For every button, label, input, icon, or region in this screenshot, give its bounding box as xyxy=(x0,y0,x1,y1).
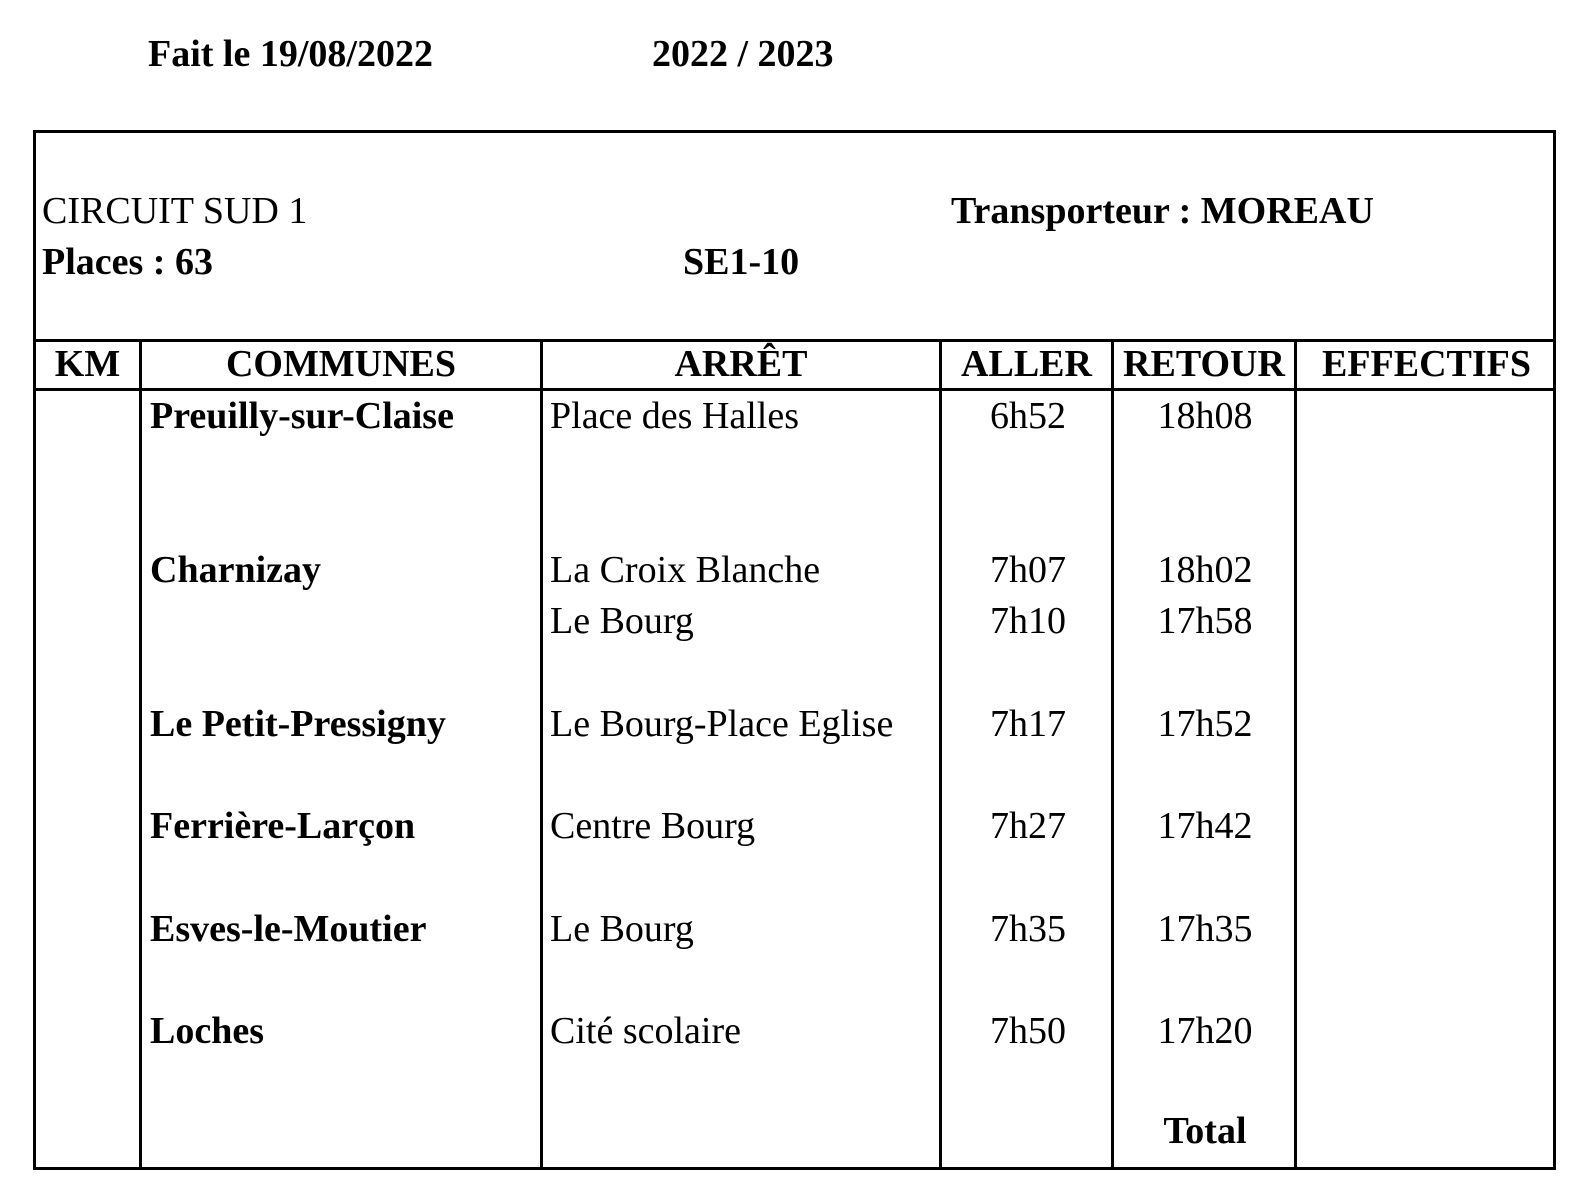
column-divider xyxy=(540,339,543,1170)
row-retour-time: 17h42 xyxy=(1157,805,1253,847)
places-count: Places : 63 xyxy=(42,241,213,283)
row-aller-time: 7h10 xyxy=(990,600,1066,642)
schedule-frame xyxy=(33,130,1556,1170)
circuit-name: CIRCUIT SUD 1 xyxy=(42,190,308,232)
row-retour-time: 17h58 xyxy=(1157,600,1253,642)
total-label: Total xyxy=(1163,1110,1247,1152)
row-commune: Esves-le-Moutier xyxy=(150,908,427,950)
document-date: Fait le 19/08/2022 xyxy=(148,33,433,75)
row-retour-time: 17h35 xyxy=(1157,908,1253,950)
row-aller-time: 6h52 xyxy=(990,395,1066,437)
header-row-divider xyxy=(36,388,1553,391)
row-retour-time: 18h08 xyxy=(1157,395,1253,437)
transporteur: Transporteur : MOREAU xyxy=(951,190,1374,232)
circuit-code: SE1-10 xyxy=(683,241,800,283)
column-header-km: KM xyxy=(54,343,121,385)
column-header-retour: RETOUR xyxy=(1123,343,1285,385)
row-aller-time: 7h17 xyxy=(990,703,1066,745)
row-stop: Cité scolaire xyxy=(550,1010,741,1052)
column-header-effectifs: EFFECTIFS xyxy=(1321,343,1532,385)
row-aller-time: 7h35 xyxy=(990,908,1066,950)
column-divider xyxy=(139,339,142,1170)
row-retour-time: 17h52 xyxy=(1157,703,1253,745)
row-stop: La Croix Blanche xyxy=(550,549,821,591)
row-commune: Loches xyxy=(150,1010,264,1052)
row-retour-time: 18h02 xyxy=(1157,549,1253,591)
row-commune: Le Petit-Pressigny xyxy=(150,703,446,745)
circuit-header xyxy=(36,133,1553,342)
row-aller-time: 7h07 xyxy=(990,549,1066,591)
row-aller-time: 7h27 xyxy=(990,805,1066,847)
school-year: 2022 / 2023 xyxy=(652,33,834,75)
column-header-communes: COMMUNES xyxy=(225,343,457,385)
row-aller-time: 7h50 xyxy=(990,1010,1066,1052)
row-stop: Le Bourg xyxy=(550,908,694,950)
column-header-aller: ALLER xyxy=(961,343,1092,385)
row-commune: Preuilly-sur-Claise xyxy=(150,395,454,437)
row-commune: Ferrière-Larçon xyxy=(150,805,416,847)
row-commune: Charnizay xyxy=(150,549,321,591)
row-stop: Place des Halles xyxy=(550,395,800,437)
row-retour-time: 17h20 xyxy=(1157,1010,1253,1052)
row-stop: Le Bourg xyxy=(550,600,694,642)
row-stop: Centre Bourg xyxy=(550,805,756,847)
row-stop: Le Bourg-Place Eglise xyxy=(550,703,894,745)
column-header-arret: ARRÊT xyxy=(674,343,808,385)
